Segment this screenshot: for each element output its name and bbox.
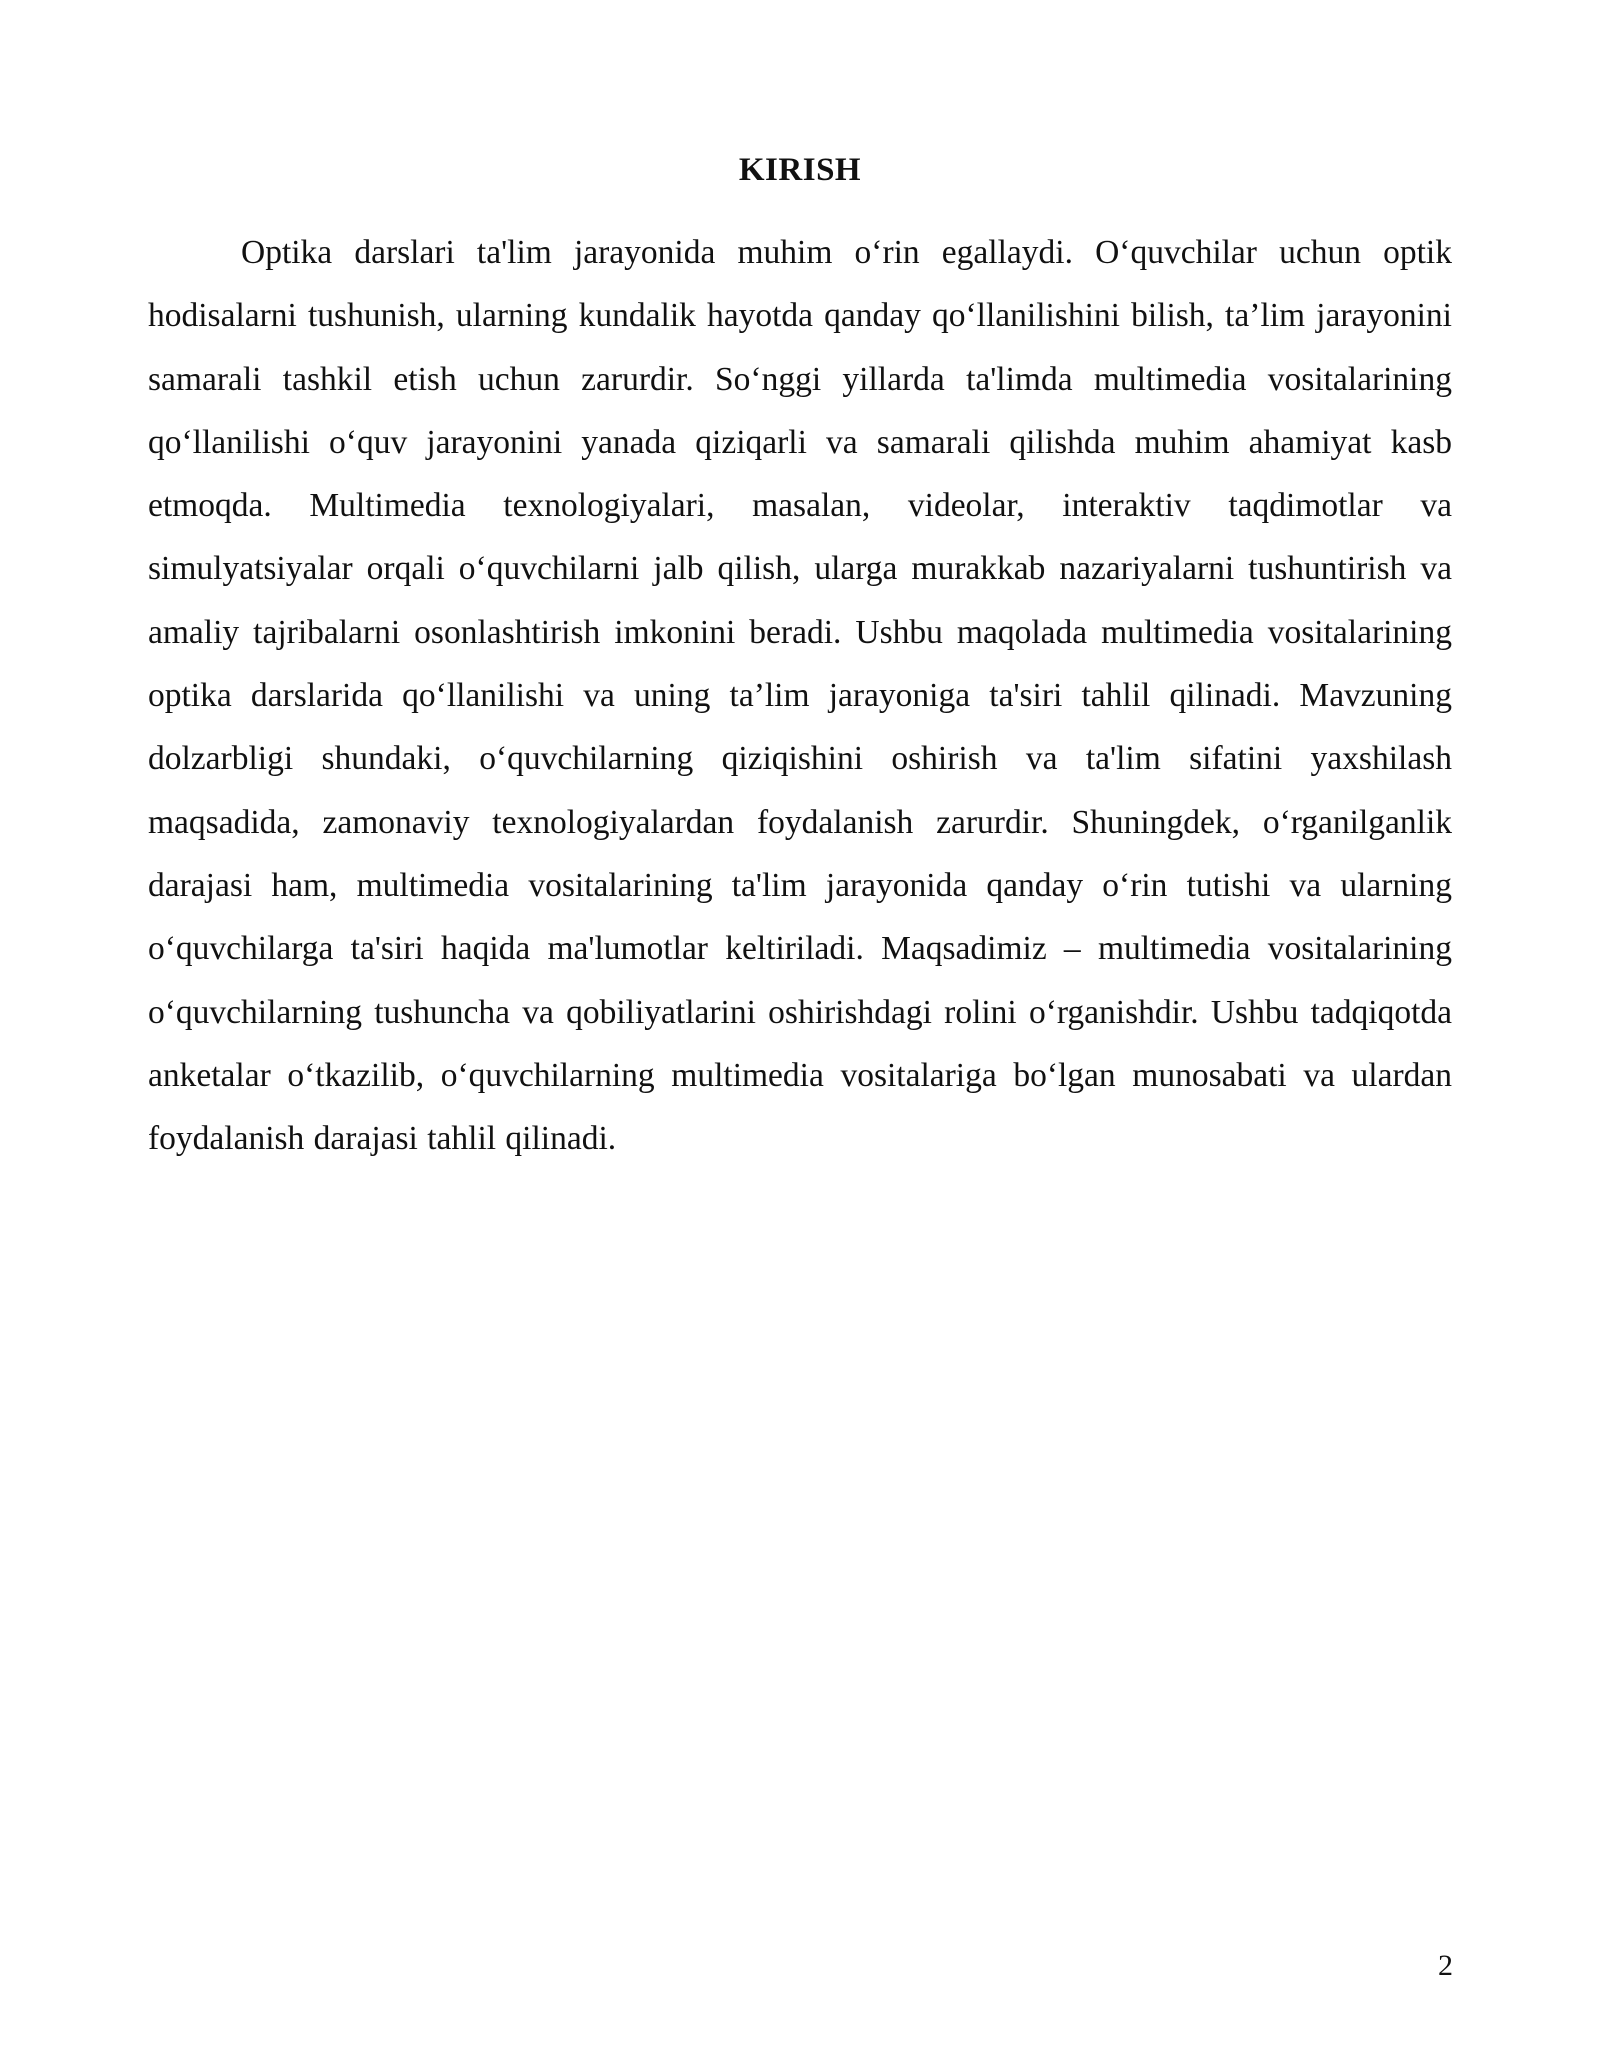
page-number: 2 bbox=[1438, 1949, 1453, 1982]
intro-paragraph: Optika darslari ta'lim jarayonida muhim o‘rin egallaydi. O‘quvchilar uchun optik hodisalarni tushunish, ularning kundalik hayotda qanday qo‘llanilishini bilish, ta’lim jarayonini samarali tashkil etish uchun zarurdir. So‘nggi yillarda ta'limda multimedia vositalarining qo‘llanilishi o‘quv jarayonini yanada qiziqarli va samarali qilishda muhim ahamiyat kasb etmoqda. Multimedia texnologiyalari, masalan, videolar, interaktiv taqdimotlar va simulyatsiyalar orqali o‘quvchilarni jalb qilish, ularga murakkab nazariyalarni tushuntirish va amaliy tajribalarni osonlashtirish imkonini beradi. Ushbu maqolada multimedia vositalarining optika darslarida qo‘llanilishi va uning ta’lim jarayoniga ta'siri tahlil qilinadi. Mavzuning dolzarbligi shundaki, o‘quvchilarning qiziqishini oshirish va ta'lim sifatini yaxshilash maqsadida, zamonaviy texnologiyalardan foydalanish zarurdir. Shuningdek, o‘rganilganlik darajasi ham, multimedia vositalarining ta'lim jarayonida qanday o‘rin tutishi va ularning o‘quvchilarga ta'siri haqida ma'lumotlar keltiriladi. Maqsadimiz – multimedia vositalarining o‘quvchilarning tushuncha va qobiliyatlarini oshirishdagi rolini o‘rganishdir. Ushbu tadqiqotda anketalar o‘tkazilib, o‘quvchilarning multimedia vositalariga bo‘lgan munosabati va ulardan foydalanish darajasi tahlil qilinadi. bbox=[148, 234, 1452, 1158]
section-title: KIRISH bbox=[738, 152, 862, 188]
